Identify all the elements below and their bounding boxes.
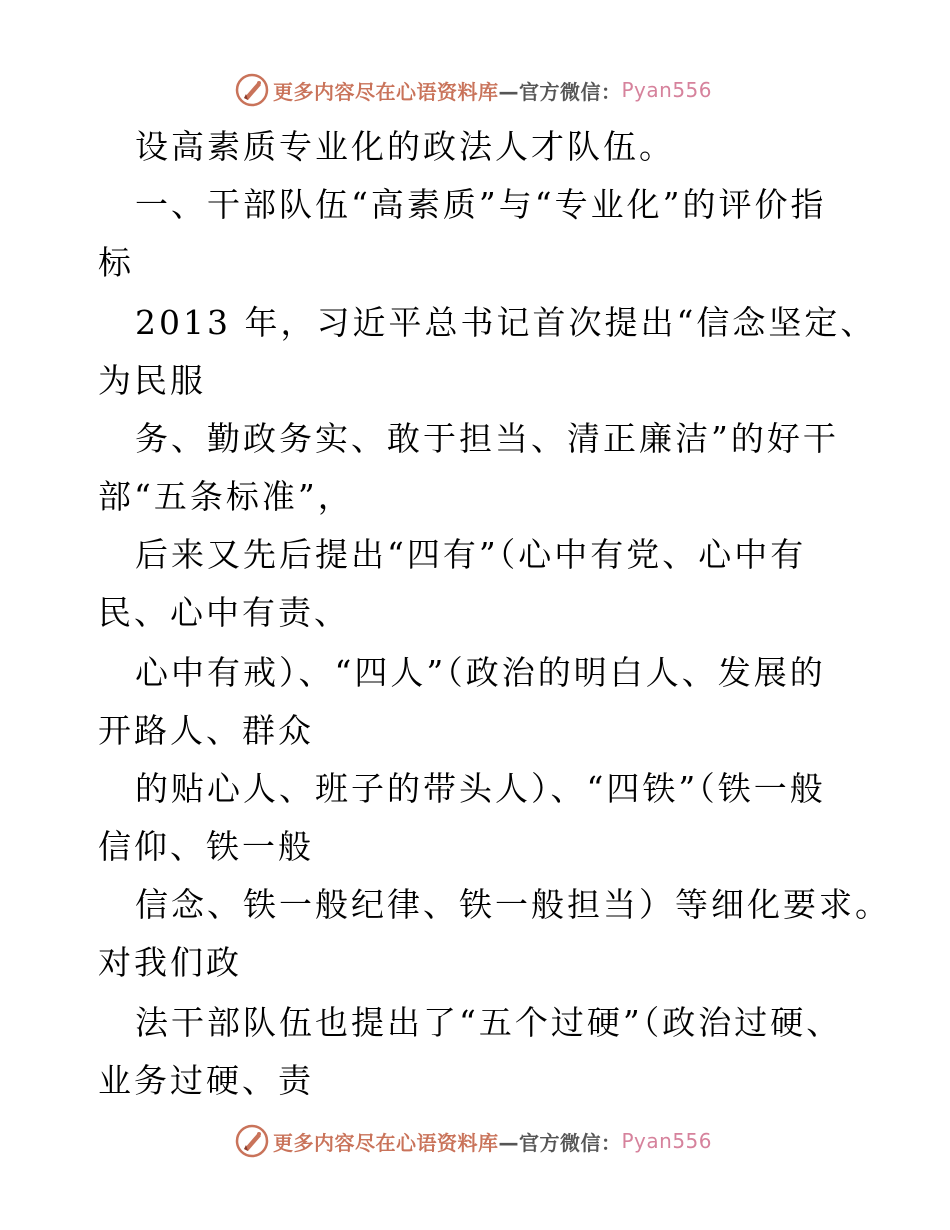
- text-line: 部“五条标准”，: [98, 477, 354, 516]
- pen-logo-icon: [235, 1124, 269, 1158]
- text-line: 2013 年，习近平总书记首次提出“信念坚定、: [135, 303, 877, 342]
- text-line: 信仰、铁一般: [98, 827, 314, 866]
- text-line: 民、心中有责、: [98, 593, 350, 632]
- header-watermark: [235, 72, 712, 108]
- text-line: 开路人、群众: [98, 711, 314, 750]
- pen-logo-icon: [235, 73, 269, 107]
- watermark-wechat-id: Pyan556: [621, 78, 713, 102]
- text-line: 后来又先后提出“四有”（心中有党、心中有: [135, 535, 807, 574]
- text-line: 的贴心人、班子的带头人）、“四铁”（铁一般: [135, 769, 826, 808]
- text-line: 心中有戒）、“四人”（政治的明白人、发展的: [135, 653, 826, 692]
- watermark-site-text: 更多内容尽在心语资料库: [273, 1130, 499, 1155]
- text-line: 业务过硬、责: [98, 1061, 314, 1100]
- watermark-wechat-id: Pyan556: [621, 1129, 713, 1153]
- section-heading: 一、干部队伍“高素质”与“专业化”的评价指: [135, 185, 827, 224]
- text-line: 标: [98, 243, 134, 282]
- watermark-wechat-label: —官方微信：: [498, 79, 622, 104]
- text-line: 为民服: [98, 361, 206, 400]
- watermark-wechat-label: —官方微信：: [498, 1130, 622, 1155]
- text-line: 对我们政: [98, 943, 242, 982]
- watermark-site-text: 更多内容尽在心语资料库: [273, 79, 499, 104]
- text-line: 信念、铁一般纪律、铁一般担当）等细化要求。: [135, 885, 891, 924]
- text-line: 法干部队伍也提出了“五个过硬”（政治过硬、: [135, 1003, 843, 1042]
- text-line: 务、勤政务实、敢于担当、清正廉洁”的好干: [135, 419, 839, 458]
- footer-watermark: [235, 1123, 712, 1159]
- text-line: 设高素质专业化的政法人才队伍。: [135, 127, 675, 166]
